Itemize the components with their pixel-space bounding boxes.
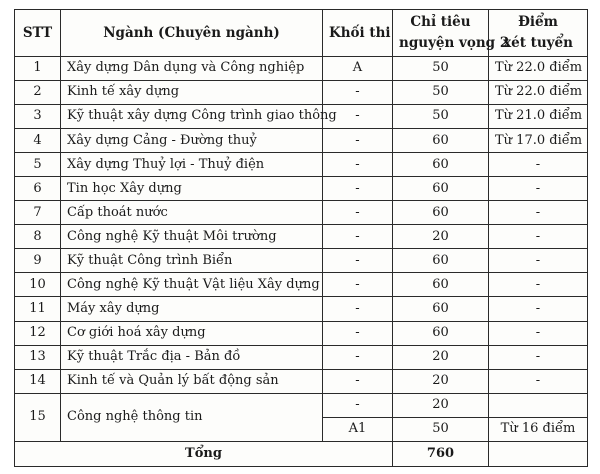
cell-nganh: Cấp thoát nước xyxy=(61,201,323,225)
cell-stt: 6 xyxy=(15,177,61,201)
total-row xyxy=(15,441,588,466)
admission-quota-table xyxy=(14,9,588,467)
cell-diem: - xyxy=(489,345,588,369)
table-row xyxy=(15,177,588,201)
cell-chi-tieu: 50 xyxy=(393,57,489,81)
cell-diem: - xyxy=(489,225,588,249)
total-value: 760 xyxy=(393,441,489,466)
table-row xyxy=(15,57,588,81)
cell-diem: - xyxy=(489,153,588,177)
header-diem-line2: xét tuyển xyxy=(503,35,573,51)
cell-diem: - xyxy=(489,321,588,345)
cell-stt: 15 xyxy=(15,393,61,441)
cell-chi-tieu: 60 xyxy=(393,249,489,273)
cell-diem: - xyxy=(489,249,588,273)
table-row xyxy=(15,153,588,177)
table-row xyxy=(15,129,588,153)
header-nganh: Ngành (Chuyên ngành) xyxy=(61,10,323,57)
cell-chi-tieu: 60 xyxy=(393,177,489,201)
table-row xyxy=(15,225,588,249)
cell-khoi-thi: A xyxy=(323,57,393,81)
cell-nganh: Kinh tế xây dựng xyxy=(61,81,323,105)
cell-khoi-thi: - xyxy=(323,273,393,297)
cell-chi-tieu: 60 xyxy=(393,153,489,177)
cell-stt: 1 xyxy=(15,57,61,81)
table-row xyxy=(15,105,588,129)
table-row xyxy=(15,249,588,273)
table-row xyxy=(15,345,588,369)
cell-khoi-thi: - xyxy=(323,321,393,345)
cell-chi-tieu: 60 xyxy=(393,273,489,297)
header-diem-line1: Điểm xyxy=(518,14,558,31)
cell-khoi-thi: - xyxy=(323,81,393,105)
cell-stt: 4 xyxy=(15,129,61,153)
cell-diem: - xyxy=(489,201,588,225)
cell-chi-tieu: 20 xyxy=(393,393,489,417)
cell-diem: Từ 22.0 điểm xyxy=(489,57,588,81)
cell-khoi-thi: - xyxy=(323,225,393,249)
header-chi-tieu xyxy=(393,10,510,57)
cell-chi-tieu: 20 xyxy=(393,225,489,249)
cell-diem: - xyxy=(489,297,588,321)
cell-khoi-thi: - xyxy=(323,177,393,201)
header-chi-tieu-line2: nguyện vọng 2 xyxy=(399,35,510,51)
cell-khoi-thi: - xyxy=(323,201,393,225)
cell-chi-tieu: 50 xyxy=(393,105,489,129)
cell-stt: 14 xyxy=(15,369,61,393)
cell-chi-tieu: 50 xyxy=(393,81,489,105)
header-khoi-thi: Khối thi xyxy=(323,10,393,57)
cell-stt: 9 xyxy=(15,249,61,273)
cell-diem: Từ 21.0 điểm xyxy=(489,105,588,129)
total-label: Tổng xyxy=(15,441,393,466)
cell-chi-tieu: 60 xyxy=(393,297,489,321)
cell-khoi-thi: - xyxy=(323,129,393,153)
table-row xyxy=(15,81,588,105)
cell-nganh: Công nghệ thông tin xyxy=(61,393,323,441)
cell-diem xyxy=(489,393,588,417)
header-chi-tieu-line1: Chỉ tiêu xyxy=(410,14,471,31)
cell-diem: Từ 17.0 điểm xyxy=(489,129,588,153)
cell-nganh: Xây dựng Dân dụng và Công nghiệp xyxy=(61,57,323,81)
cell-stt: 7 xyxy=(15,201,61,225)
cell-nganh: Kinh tế và Quản lý bất động sản xyxy=(61,369,323,393)
cell-khoi-thi: - xyxy=(323,105,393,129)
total-empty xyxy=(489,441,588,466)
cell-nganh: Kỹ thuật xây dựng Công trình giao thông xyxy=(61,105,323,129)
cell-nganh: Công nghệ Kỹ thuật Vật liệu Xây dựng xyxy=(61,273,323,297)
cell-nganh: Kỹ thuật Công trình Biển xyxy=(61,249,323,273)
cell-chi-tieu: 20 xyxy=(393,369,489,393)
table-body xyxy=(15,57,588,467)
cell-diem: - xyxy=(489,369,588,393)
cell-stt: 3 xyxy=(15,105,61,129)
cell-diem: Từ 22.0 điểm xyxy=(489,81,588,105)
cell-khoi-thi: - xyxy=(323,297,393,321)
cell-khoi-thi: A1 xyxy=(323,417,393,441)
table-row xyxy=(15,393,588,417)
cell-nganh: Máy xây dựng xyxy=(61,297,323,321)
cell-khoi-thi: - xyxy=(323,345,393,369)
cell-khoi-thi: - xyxy=(323,153,393,177)
cell-khoi-thi: - xyxy=(323,393,393,417)
cell-chi-tieu: 20 xyxy=(393,345,489,369)
cell-khoi-thi: - xyxy=(323,369,393,393)
table-row xyxy=(15,201,588,225)
cell-nganh: Xây dựng Thuỷ lợi - Thuỷ điện xyxy=(61,153,323,177)
cell-nganh: Xây dựng Cảng - Đường thuỷ xyxy=(61,129,323,153)
cell-diem: - xyxy=(489,273,588,297)
cell-stt: 5 xyxy=(15,153,61,177)
cell-stt: 2 xyxy=(15,81,61,105)
cell-khoi-thi: - xyxy=(323,249,393,273)
table-row xyxy=(15,297,588,321)
cell-chi-tieu: 60 xyxy=(393,201,489,225)
cell-nganh: Cơ giới hoá xây dựng xyxy=(61,321,323,345)
cell-nganh: Tin học Xây dựng xyxy=(61,177,323,201)
table-row xyxy=(15,369,588,393)
cell-stt: 10 xyxy=(15,273,61,297)
cell-chi-tieu: 50 xyxy=(393,417,489,441)
cell-nganh: Kỹ thuật Trắc địa - Bản đồ xyxy=(61,345,323,369)
cell-stt: 13 xyxy=(15,345,61,369)
cell-stt: 11 xyxy=(15,297,61,321)
header-diem xyxy=(489,10,588,57)
cell-chi-tieu: 60 xyxy=(393,321,489,345)
table-row xyxy=(15,321,588,345)
cell-nganh: Công nghệ Kỹ thuật Môi trường xyxy=(61,225,323,249)
cell-chi-tieu: 60 xyxy=(393,129,489,153)
cell-diem: - xyxy=(489,177,588,201)
table-row xyxy=(15,273,588,297)
cell-stt: 12 xyxy=(15,321,61,345)
header-stt: STT xyxy=(15,10,61,57)
cell-stt: 8 xyxy=(15,225,61,249)
header-row xyxy=(15,10,588,57)
cell-diem: Từ 16 điểm xyxy=(489,417,588,441)
